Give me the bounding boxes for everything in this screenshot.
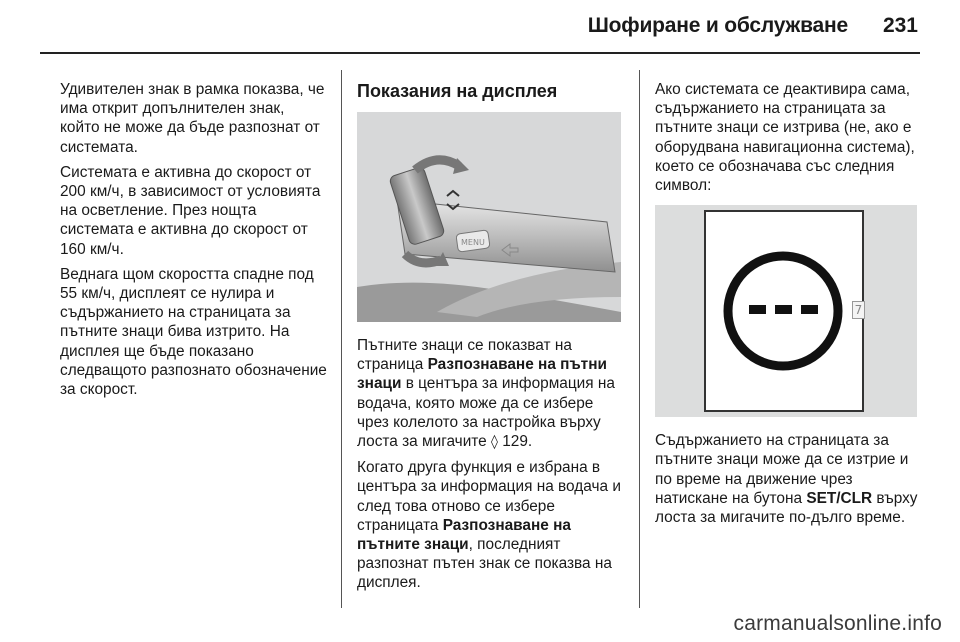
menu-name-road-signs-2: Разпознаване на пътните знаци	[357, 516, 571, 554]
page-reference: 129.	[497, 433, 533, 451]
page-number: 231	[882, 14, 918, 37]
column-divider-2	[639, 70, 640, 608]
watermark: carmanualsonline.info	[733, 612, 942, 635]
set-clr-button-name: SET/CLR	[806, 489, 873, 507]
figure-number-badge: 7	[852, 301, 865, 319]
no-restriction-sign-icon	[655, 205, 917, 417]
section-heading: Показания на дисплея	[357, 81, 558, 101]
deactivated-symbol-figure	[655, 205, 917, 417]
col2-paragraph-2: Когато друга функция е избрана в центъра за информация на водача и след това отново се избере страницата Разпознаване на пътните знаци, последният разпознат пътен знак се показва на дисплея.	[357, 459, 621, 592]
col3-paragraph-2: Съдържанието на страницата за пътните знаци може да се изтрие и по време на движение чрез натискане на бутона SET/CLR върху лоста за мигачите по-дълго време.	[655, 432, 918, 527]
turn-signal-lever-figure	[357, 112, 621, 322]
col3-paragraph-1: Ако системата се деактивира сама, съдържанието на страницата за пътните знаци се изтрива (не, ако е оборудвана навигационна система), което се обозначава със следния символ:	[655, 81, 915, 195]
menu-button-label: MENU	[461, 238, 485, 247]
page-reference-icon: ◊	[491, 434, 498, 451]
column-1	[60, 80, 328, 405]
column-2	[357, 80, 629, 599]
col2-paragraph-1: Пътните знаци се показват на страница Разпознаване на пътни знаци в центъра за информация на водача, която може да се избере чрез колелото за настройка върху лоста за мигачите ◊ 129.	[357, 337, 615, 451]
column-divider-1	[341, 70, 342, 608]
col1-paragraph-1: Удивителен знак в рамка показва, че има открит допълнителен знак, който не може да бъде разпознат от системата.	[60, 81, 325, 156]
col1-paragraph-3: Веднага щом скоростта спадне под 55 км/ч, дисплеят се нулира и съдържанието на страницата за пътните знаци бива изтрито. На дисплея ще бъде показано следващото разпознато обозначение за скорост.	[60, 265, 327, 399]
page-header	[0, 0, 960, 50]
header-rule	[40, 52, 920, 54]
col1-paragraph-2: Системата е активна до скорост от 200 км/ч, в зависимост от условията на осветление. През нощта системата е активна до скорост от 160 км/ч.	[60, 163, 321, 258]
column-3	[655, 80, 927, 533]
header-title: Шофиране и обслужване	[587, 14, 848, 37]
menu-name-road-signs: Разпознаване на пътни знаци	[357, 356, 607, 393]
lever-illustration	[357, 112, 621, 322]
